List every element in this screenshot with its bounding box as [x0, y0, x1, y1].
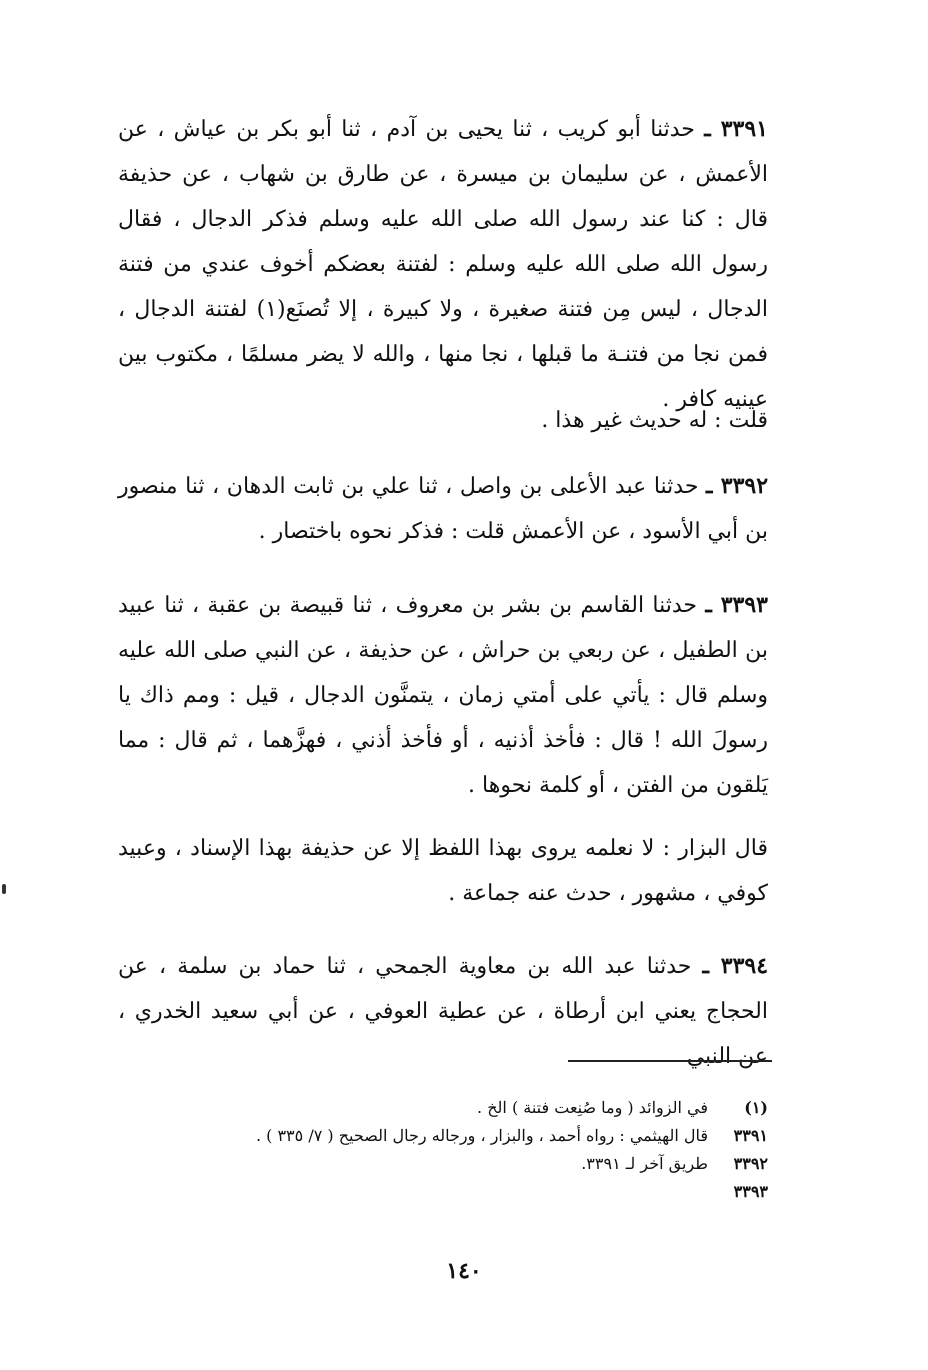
- footnote-text: في الزوائد ( وما صُنِعت فتنة ) الخ .: [477, 1098, 708, 1117]
- footnote-key: ٣٣٩٢: [733, 1154, 768, 1173]
- footnote-text: [118, 1178, 708, 1206]
- hadith-number: ٣٣٩٤ ـ: [702, 953, 769, 979]
- hadith-3392: [118, 464, 768, 554]
- footnote-key: ٣٣٩٣: [733, 1182, 768, 1201]
- hadith-text: حدثنا عبد الأعلى بن واصل ، ثنا علي بن ثابت الدهان ، ثنا منصور بن أبي الأسود ، عن الأعمش قلت : فذكر نحوه باختصار .: [118, 474, 768, 544]
- footnote-item: [118, 1094, 768, 1122]
- hadith-number: ٣٣٩١ ـ: [704, 116, 768, 142]
- editor-comment: قلت : له حديث غير هذا .: [541, 408, 768, 433]
- hadith-text: حدثنا أبو كريب ، ثنا يحيى بن آدم ، ثنا أبو بكر بن عياش ، عن الأعمش ، عن سليمان بن ميسرة ، عن طارق بن شهاب ، عن حذيفة قال : كنا عند رسول الله صلى الله عليه وسلم فذكر الدجال ، فقال رسول الله صلى الله عليه وسلم : لفتنة بعضكم أخوف عندي من فتنة الدجال ، ليس مِن فتنة صغيرة ، ولا كبيرة ، إلا تُصنَع(١) لفتنة الدجال ، فمن نجا من فتنـة ما قبلها ، نجا منها ، والله لا يضر مسلمًا ، مكتوب بين عينيه كافر .: [118, 117, 768, 412]
- hadith-3391: [118, 107, 768, 422]
- hadith-text: حدثنا عبد الله بن معاوية الجمحي ، ثنا حماد بن سلمة ، عن الحجاج يعني ابن أرطاة ، عن عطية العوفي ، عن أبي سعيد الخدري ، عن النبي: [118, 954, 768, 1069]
- footnotes: [118, 1094, 768, 1206]
- footnote-key: ٣٣٩١: [733, 1126, 768, 1145]
- bazzar-comment: قال البزار : لا نعلمه يروى بهذا اللفظ إلا عن حذيفة بهذا الإسناد ، وعبيد كوفي ، مشهور ، حدث عنه جماعة .: [118, 836, 768, 906]
- footnote-text: قال الهيثمي : رواه أحمد ، والبزار ، ورجاله رجال الصحيح ( ٧/ ٣٣٥ ) .: [255, 1126, 708, 1145]
- hadith-3394: [118, 944, 768, 1079]
- footnote-text: طريق آخر لـ ٣٣٩١.: [581, 1154, 708, 1173]
- footnote-item: [118, 1150, 768, 1178]
- scan-edge-mark: [2, 884, 6, 894]
- hadith-3393: [118, 583, 768, 808]
- footnote-key: (١): [744, 1098, 768, 1117]
- hadith-number: ٣٣٩٢ ـ: [706, 473, 769, 499]
- footnote-item: [118, 1122, 768, 1150]
- footnote-item: [118, 1178, 768, 1206]
- hadith-text: حدثنا القاسم بن بشر بن معروف ، ثنا قبيصة بن عقبة ، ثنا عبيد بن الطفيل ، عن ربعي بن حراش ، عن حذيفة ، عن النبي صلى الله عليه وسلم قال : يأتي على أمتي زمان ، يتمنَّون الدجال ، قيل : ومم ذاك يا رسولَ الله ! قال : فأخذ أذنيه ، أو فأخذ أذني ، فهزَّهما ، ثم قال : مما يَلقون من الفتن ، أو كلمة نحوها .: [118, 593, 768, 798]
- footnote-separator: [568, 1060, 772, 1062]
- page-number: ١٤٠: [446, 1258, 482, 1284]
- hadith-number: ٣٣٩٣ ـ: [705, 592, 768, 618]
